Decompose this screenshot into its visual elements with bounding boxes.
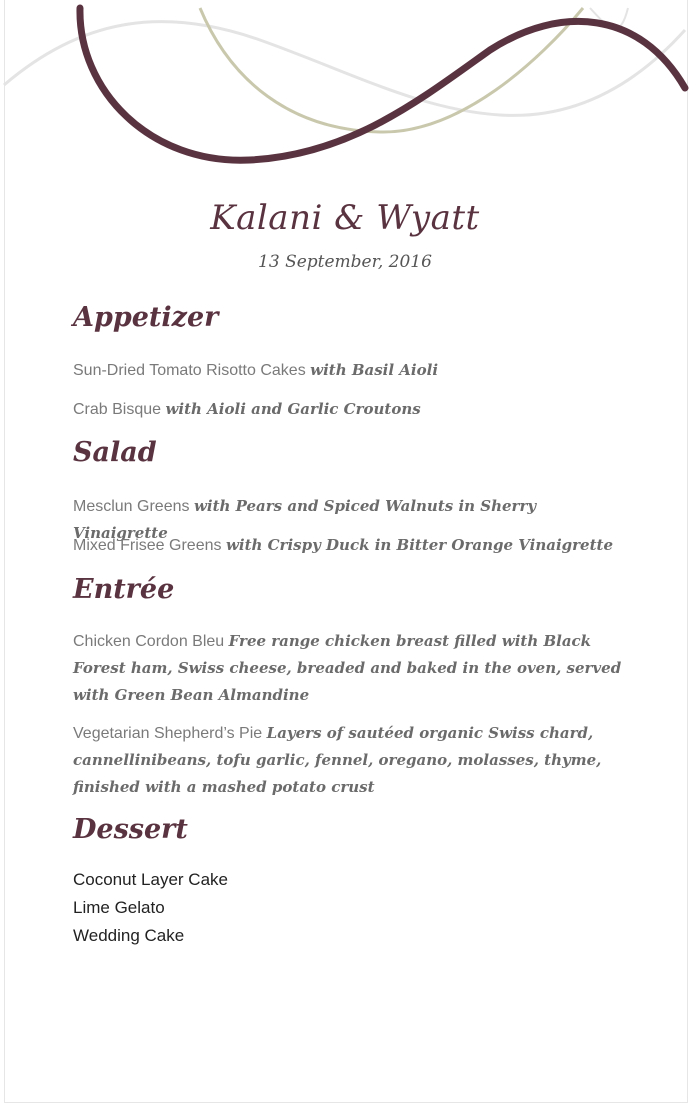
dessert-heading: Dessert <box>73 814 188 845</box>
dish-description: with Aioli and Garlic Croutons <box>165 400 421 418</box>
appetizer-item <box>73 357 633 384</box>
dish-name: Sun-Dried Tomato Risotto Cakes <box>73 362 306 379</box>
dish-description: with Basil Aioli <box>310 361 439 379</box>
entree-section <box>73 574 633 605</box>
event-date: 13 September, 2016 <box>258 252 432 272</box>
salad-section <box>73 437 633 468</box>
decorative-swirl <box>0 0 690 180</box>
dish-name: Chicken Cordon Bleu <box>73 633 225 650</box>
salad-heading: Salad <box>73 437 157 468</box>
appetizer-heading: Appetizer <box>73 302 219 333</box>
dish-description: Layers of sautéed organic Swiss chard, cannellinibeans, tofu garlic, fennel, oregano, molasses, thyme, finished with a mashed potato crust <box>73 724 602 796</box>
entree-heading: Entrée <box>73 574 175 605</box>
couple-names: Kalani & Wyatt <box>210 198 480 238</box>
entree-item <box>73 720 633 801</box>
swirl-dark-ribbon <box>80 8 685 160</box>
dish-name: Mesclun Greens <box>73 498 190 515</box>
appetizer-section <box>73 302 633 333</box>
dish-name: Mixed Frisee Greens <box>73 537 222 554</box>
salad-item <box>73 532 633 559</box>
dessert-section <box>73 814 633 845</box>
dish-description: with Pears and Spiced Walnuts in Sherry Vinaigrette <box>73 497 537 542</box>
dessert-list <box>73 866 633 950</box>
dessert-item: Lime Gelato <box>73 898 165 917</box>
dish-description: with Crispy Duck in Bitter Orange Vinaigrette <box>225 536 614 554</box>
dessert-item: Coconut Layer Cake <box>73 870 228 889</box>
dish-name: Crab Bisque <box>73 401 162 418</box>
entree-item <box>73 628 633 709</box>
dessert-item: Wedding Cake <box>73 926 185 945</box>
swirl-gray-ribbon <box>4 22 685 116</box>
appetizer-item <box>73 396 633 423</box>
dish-description: Free range chicken breast filled with Black Forest ham, Swiss cheese, breaded and baked in the oven, served with Green Bean Almandine <box>73 632 622 704</box>
dish-name: Vegetarian Shepherd’s Pie <box>73 725 263 742</box>
